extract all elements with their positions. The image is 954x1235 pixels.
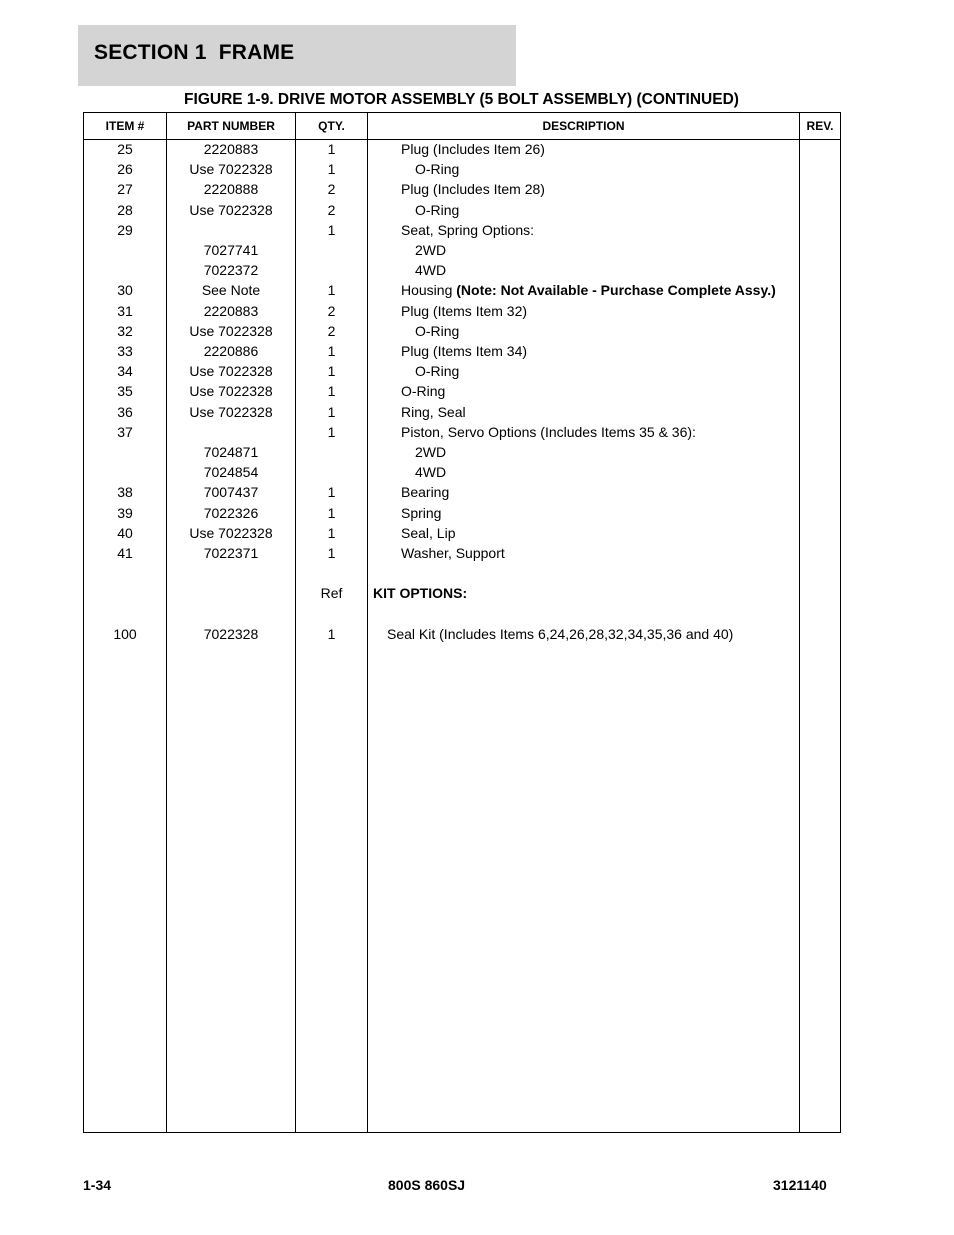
description-text: Seal, Lip [401, 524, 456, 541]
item-number: 30 [117, 282, 133, 299]
table-row [84, 361, 840, 381]
footer-model: 800S 860SJ [388, 1177, 466, 1193]
quantity: 1 [327, 625, 336, 642]
table-row [84, 159, 840, 179]
description-text: O-Ring [415, 201, 460, 218]
footer-doc-number: 3121140 [773, 1177, 827, 1193]
description [401, 301, 831, 321]
figure-title: FIGURE 1-9. DRIVE MOTOR ASSEMBLY (5 BOLT ASSEMBLY) (CONTINUED) [184, 91, 739, 108]
item-number: 100 [113, 625, 137, 642]
description-text: Housing [401, 282, 457, 299]
description-text: Plug (Items Item 34) [401, 343, 528, 359]
part-number: Use 7022328 [189, 524, 273, 541]
table-row [84, 179, 840, 199]
table-row [84, 482, 840, 502]
section-header [78, 25, 516, 86]
table-row [84, 381, 840, 401]
item-number: 29 [117, 221, 133, 238]
quantity: 1 [327, 504, 336, 521]
table-row [84, 462, 840, 482]
part-number: 7007437 [203, 484, 259, 501]
description [415, 321, 845, 341]
item-number: 28 [117, 201, 133, 218]
part-number: See Note [201, 282, 261, 299]
item-number: 26 [117, 161, 133, 178]
table-row [84, 321, 840, 341]
quantity: 2 [327, 322, 336, 339]
table-row [84, 341, 840, 361]
description-text: Plug (Includes Item 26) [401, 141, 545, 157]
item-number: 41 [117, 545, 133, 561]
table-row [84, 543, 840, 563]
part-number: Use 7022328 [189, 322, 273, 339]
table-row [84, 301, 840, 321]
quantity: 1 [327, 524, 336, 541]
quantity: 1 [327, 545, 336, 561]
quantity: 1 [327, 221, 336, 238]
description-text: Seat, Spring Options: [401, 221, 535, 238]
part-number: 7022326 [203, 504, 259, 521]
description-note: (Note: Not Available - Purchase Complete Assy.) [456, 282, 776, 299]
description [415, 200, 845, 220]
description-text: KIT OPTIONS: [373, 585, 468, 602]
part-number: Use 7022328 [189, 161, 273, 178]
part-number: Use 7022328 [189, 201, 273, 218]
description [415, 260, 845, 280]
description-text: Bearing [401, 484, 450, 501]
table-row [84, 583, 840, 603]
description [401, 402, 831, 422]
table-row [84, 503, 840, 523]
description [373, 583, 803, 603]
item-number: 39 [117, 504, 133, 521]
item-number: 33 [117, 343, 133, 359]
description [401, 422, 831, 442]
table-row [84, 220, 840, 240]
quantity: 2 [327, 181, 336, 198]
description-text: Plug (Items Item 32) [401, 302, 528, 319]
description [401, 341, 831, 361]
part-number: 2220883 [203, 302, 259, 319]
description [401, 523, 831, 543]
description [401, 179, 831, 199]
part-number: Use 7022328 [189, 403, 273, 420]
part-number: 7027741 [203, 242, 259, 258]
part-number: Use 7022328 [189, 383, 273, 400]
description-text: O-Ring [415, 363, 460, 380]
section-title: SECTION 1 FRAME [94, 41, 295, 64]
parts-table [83, 112, 841, 1133]
table-row [84, 624, 840, 644]
header-description: DESCRIPTION [542, 119, 625, 133]
part-number: 7024871 [203, 444, 259, 460]
quantity: 1 [327, 282, 336, 299]
table-row [84, 402, 840, 422]
item-number: 37 [117, 423, 133, 440]
table-row [84, 139, 840, 159]
table-row [84, 200, 840, 220]
quantity: 1 [327, 161, 336, 178]
table-row [84, 523, 840, 543]
description-text: Washer, Support [401, 545, 505, 561]
part-number: 7022328 [203, 625, 259, 642]
part-number: 2220888 [203, 181, 259, 198]
item-number: 40 [117, 524, 133, 541]
description-text: Ring, Seal [401, 403, 466, 420]
description [401, 543, 831, 563]
description [415, 159, 845, 179]
part-number: 2220886 [203, 343, 259, 359]
table-row [84, 240, 840, 260]
description-text: O-Ring [415, 322, 460, 339]
part-number: 2220883 [203, 141, 259, 157]
item-number: 36 [117, 403, 133, 420]
description [401, 381, 831, 401]
quantity: 1 [327, 403, 336, 420]
part-number: 7022372 [203, 262, 259, 279]
table-row [84, 442, 840, 462]
table-row [84, 422, 840, 442]
description-text: Seal Kit (Includes Items 6,24,26,28,32,34,35,36 and 40) [387, 625, 734, 642]
description-text: 2WD [415, 444, 447, 460]
description-text: 4WD [415, 262, 447, 279]
quantity: 1 [327, 363, 336, 380]
description-text: Piston, Servo Options (Includes Items 35 & 36): [401, 423, 696, 440]
item-number: 25 [117, 141, 133, 157]
description-text: O-Ring [401, 383, 446, 400]
quantity: 2 [327, 302, 336, 319]
description [401, 503, 831, 523]
description [401, 139, 831, 159]
quantity: 1 [327, 423, 336, 440]
description-text: Spring [401, 504, 442, 521]
description [401, 280, 831, 300]
item-number: 34 [117, 363, 133, 380]
description-text: 2WD [415, 242, 447, 258]
table-row [84, 280, 840, 300]
header-part-number: PART NUMBER [187, 119, 275, 133]
quantity: Ref [320, 585, 343, 602]
item-number: 31 [117, 302, 133, 319]
table-row [84, 260, 840, 280]
item-number: 27 [117, 181, 133, 198]
description [415, 462, 845, 482]
description [387, 624, 817, 644]
part-number: 7022371 [203, 545, 259, 561]
item-number: 35 [117, 383, 133, 400]
description [415, 361, 845, 381]
footer-page-number: 1-34 [83, 1177, 112, 1193]
part-number: 7024854 [203, 464, 259, 481]
item-number: 38 [117, 484, 133, 501]
description-text: 4WD [415, 464, 447, 481]
header-rev: REV. [806, 119, 834, 133]
description [415, 240, 845, 260]
description-text: O-Ring [415, 161, 460, 178]
description [401, 220, 831, 240]
quantity: 1 [327, 141, 336, 157]
description [401, 482, 831, 502]
item-number: 32 [117, 322, 133, 339]
header-qty: QTY. [318, 119, 345, 133]
header-item: ITEM # [105, 119, 145, 133]
description [415, 442, 845, 462]
quantity: 1 [327, 383, 336, 400]
quantity: 2 [327, 201, 336, 218]
quantity: 1 [327, 484, 336, 501]
description-text: Plug (Includes Item 28) [401, 181, 545, 198]
quantity: 1 [327, 343, 336, 359]
part-number: Use 7022328 [189, 363, 273, 380]
